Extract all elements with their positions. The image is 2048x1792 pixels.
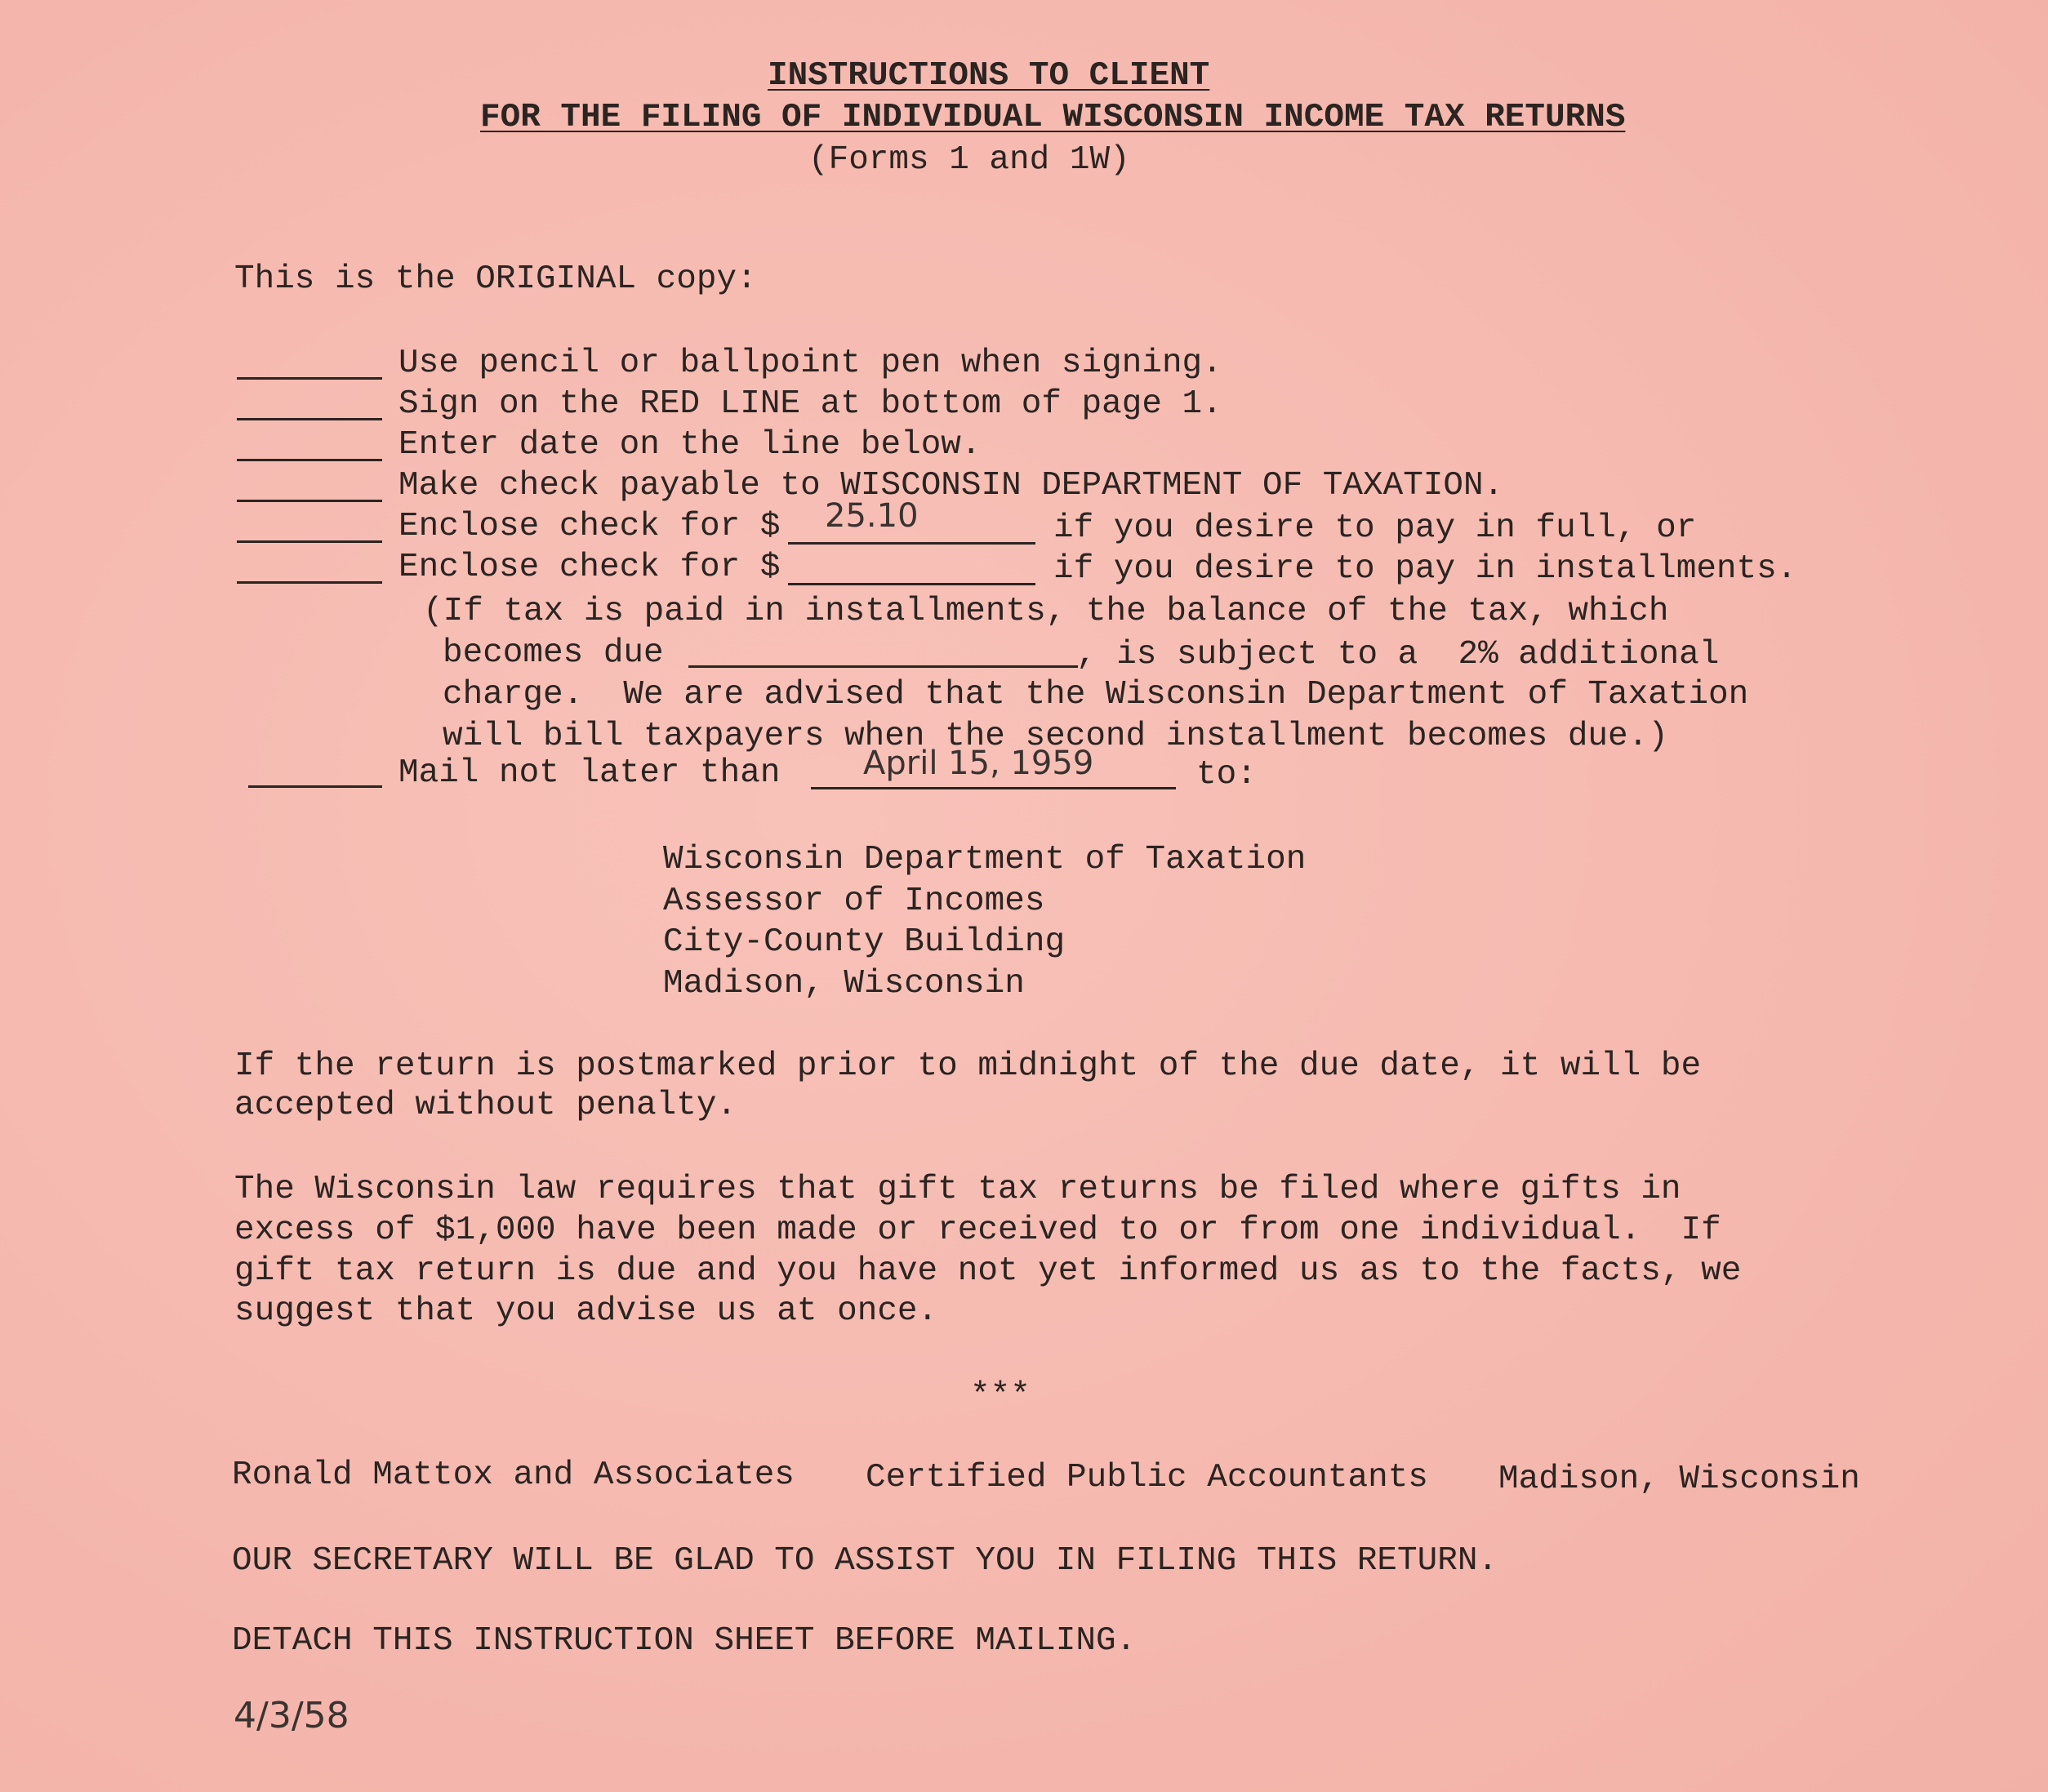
checklist-item-3: Enter date on the line below. <box>398 426 982 464</box>
gift-line-3: gift tax return is due and you have not yet informed us as to the facts, we <box>234 1252 1742 1290</box>
installment-note-line-3: charge. We are advised that the Wisconsin Department of Taxation <box>443 676 1749 714</box>
installment-amount-line[interactable] <box>788 583 1035 585</box>
firm-location: Madison, Wisconsin <box>1498 1461 1860 1498</box>
postmark-line-1: If the return is postmarked prior to midnight of the due date, it will be <box>234 1047 1702 1085</box>
due-date-line[interactable] <box>688 665 1078 668</box>
installment-note-line-4: will bill taxpayers when the second installment becomes due.) <box>443 718 1668 755</box>
assist-notice: OUR SECRETARY WILL BE GLAD TO ASSIST YOU IN FILING THIS RETURN. <box>232 1542 1498 1580</box>
page-title: INSTRUCTIONS TO CLIENT <box>768 57 1210 95</box>
checklist-item-6-label: Enclose check for $ <box>398 549 781 586</box>
checkbox-blank-4[interactable] <box>237 500 382 502</box>
checklist-item-6-tail: if you desire to pay in installments. <box>1053 550 1797 588</box>
handwritten-date: 4/3/58 <box>234 1695 349 1736</box>
mail-label: Mail not later than <box>398 754 781 792</box>
checklist-item-2: Sign on the RED LINE at bottom of page 1. <box>398 385 1222 423</box>
checklist-item-5-tail: if you desire to pay in full, or <box>1053 509 1697 547</box>
installment-note-line-2a: becomes due <box>443 634 664 672</box>
copy-label: This is the ORIGINAL copy: <box>234 260 757 298</box>
checkbox-blank-2[interactable] <box>237 418 382 420</box>
checklist-item-4: Make check payable to WISCONSIN DEPARTMENT OF TAXATION. <box>398 467 1504 505</box>
gift-line-4: suggest that you advise us at once. <box>234 1292 938 1330</box>
firm-profession: Certified Public Accountants <box>866 1459 1428 1496</box>
installment-note-line-2b: , is subject to a 2% additional <box>1076 636 1720 674</box>
gift-line-1: The Wisconsin law requires that gift tax returns be filed where gifts in <box>234 1171 1681 1208</box>
checkbox-blank-6[interactable] <box>237 581 382 584</box>
page-title-line2: FOR THE FILING OF INDIVIDUAL WISCONSIN INCOME TAX RETURNS <box>480 99 1626 136</box>
forms-subtitle: (Forms 1 and 1W) <box>808 141 1130 179</box>
checkbox-blank-1[interactable] <box>237 377 382 380</box>
checkbox-blank-3[interactable] <box>237 459 382 461</box>
separator: *** <box>970 1377 1031 1415</box>
detach-notice: DETACH THIS INSTRUCTION SHEET BEFORE MAILING. <box>232 1622 1137 1660</box>
checkbox-blank-5[interactable] <box>237 540 382 543</box>
checklist-item-1: Use pencil or ballpoint pen when signing. <box>398 345 1222 382</box>
mail-date-line[interactable] <box>811 787 1176 789</box>
address-line-2: Assessor of Incomes <box>663 883 1045 920</box>
postmark-line-2: accepted without penalty. <box>234 1087 737 1124</box>
checkbox-blank-7[interactable] <box>248 785 382 788</box>
mail-to: to: <box>1196 756 1257 794</box>
address-line-1: Wisconsin Department of Taxation <box>663 841 1307 878</box>
address-line-4: Madison, Wisconsin <box>663 965 1025 1003</box>
full-payment-amount-line[interactable] <box>788 542 1035 545</box>
mail-date: April 15, 1959 <box>863 745 1094 782</box>
firm-name: Ronald Mattox and Associates <box>232 1456 795 1494</box>
address-line-3: City-County Building <box>663 923 1066 961</box>
installment-note-line-1: (If tax is paid in installments, the balance of the tax, which <box>423 593 1669 630</box>
gift-line-2: excess of $1,000 have been made or received to or from one individual. If <box>234 1212 1721 1249</box>
checklist-item-5-label: Enclose check for $ <box>398 508 781 545</box>
full-payment-amount: 25.10 <box>825 497 919 535</box>
